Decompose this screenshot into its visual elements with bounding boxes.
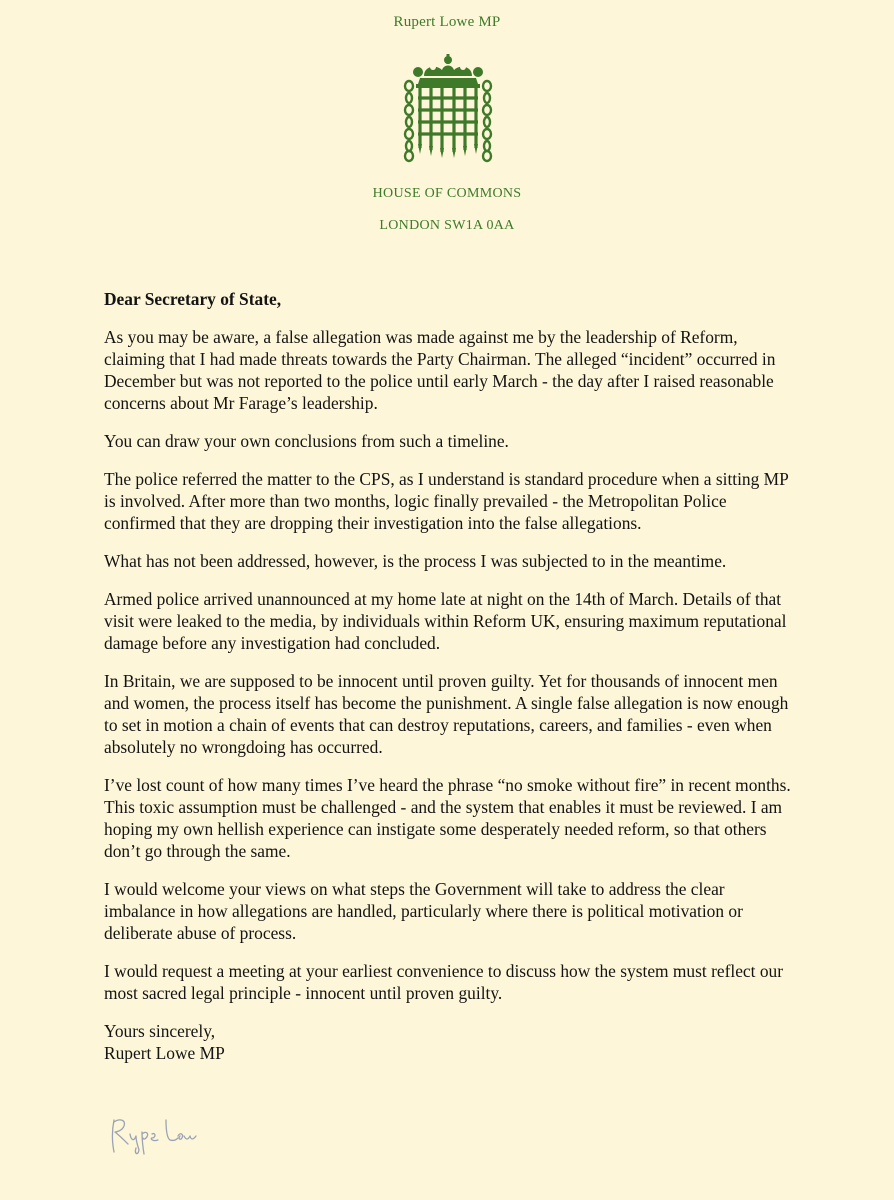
paragraph: You can draw your own conclusions from such a timeline. bbox=[104, 431, 509, 451]
paragraph: In Britain, we are supposed to be innocent until proven guilty. Yet for thousands of innocent men and women, the process itself has become the punishment. A single false allegation is now enough to set in motion a chain of events that can destroy reputations, careers, and families - even when absolutely no wrongdoing has occurred. bbox=[104, 671, 789, 757]
paragraph: As you may be aware, a false allegation was made against me by the leadership of Reform, claiming that I had made threats towards the Party Chairman. The alleged “incident” occurred in December but was not reported to the police until early March - the day after I raised reasonable concerns about Mr Farage’s leadership. bbox=[104, 327, 776, 413]
letterhead-address-line1: HOUSE OF COMMONS bbox=[372, 186, 522, 201]
paragraph: Armed police arrived unannounced at my home late at night on the 14th of March. Details of that visit were leaked to the media, by individuals within Reform UK, ensuring maximum reputational damage before any investigation had concluded. bbox=[104, 589, 787, 653]
paragraph: I would welcome your views on what steps the Government will take to address the clear imbalance in how allegations are handled, particularly where there is political motivation or deliberate abuse of process. bbox=[104, 879, 743, 943]
closing: Yours sincerely, bbox=[104, 1021, 216, 1041]
portcullis-icon bbox=[402, 52, 494, 164]
letter-body bbox=[104, 288, 794, 1064]
letterhead-address-line2: LONDON SW1A 0AA bbox=[379, 218, 515, 233]
handwritten-signature bbox=[106, 1110, 202, 1158]
paragraph: What has not been addressed, however, is the process I was subjected to in the meantime. bbox=[104, 551, 727, 571]
signatory-name: Rupert Lowe MP bbox=[104, 1043, 225, 1063]
letterhead-name: Rupert Lowe MP bbox=[393, 14, 501, 30]
paragraph: The police referred the matter to the CPS, as I understand is standard procedure when a sitting MP is involved. After more than two months, logic finally prevailed - the Metropolitan Police confirmed that they are dropping their investigation into the false allegations. bbox=[104, 469, 789, 533]
salutation: Dear Secretary of State, bbox=[104, 289, 282, 309]
paragraph: I would request a meeting at your earliest convenience to discuss how the system must reflect our most sacred legal principle - innocent until proven guilty. bbox=[104, 961, 784, 1003]
paragraph: I’ve lost count of how many times I’ve heard the phrase “no smoke without fire” in recent months. This toxic assumption must be challenged - and the system that enables it must be reviewed. I am hoping my own hellish experience can instigate some desperately needed reform, so that others don’t go through the same. bbox=[104, 775, 791, 861]
